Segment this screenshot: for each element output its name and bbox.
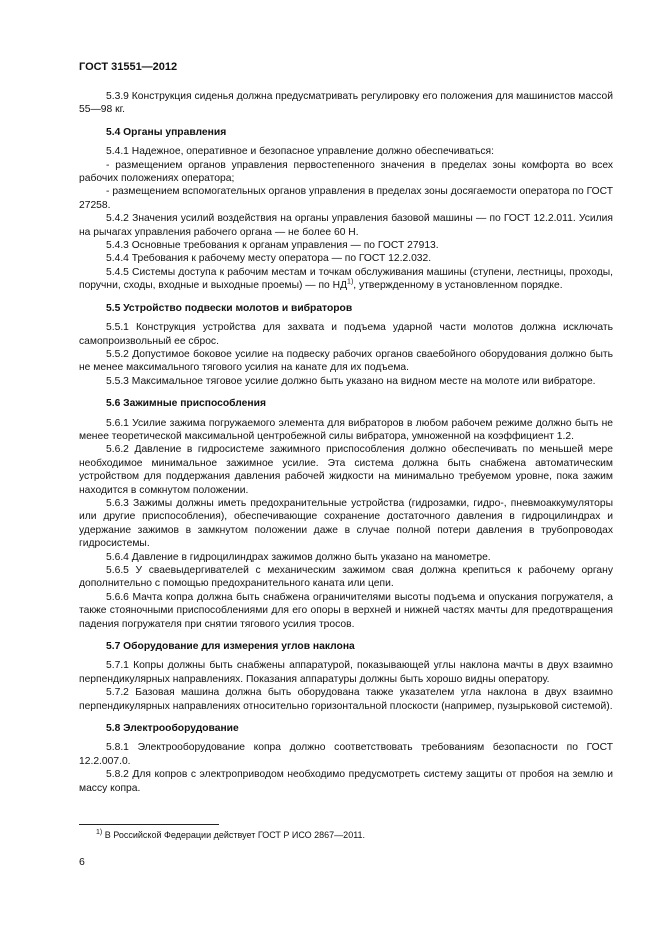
clause-5-7-1: 5.7.1 Копры должны быть снабжены аппаратурой, показывающей углы наклона мачты в двух взаимно перпендикулярных направлениях. Показания аппаратуры должны быть хорошо видны оператору.	[79, 660, 613, 685]
document-body	[79, 90, 613, 795]
section-5-6-title: 5.6 Зажимные приспособления	[106, 398, 266, 410]
section-5-8-title: 5.8 Электрооборудование	[106, 723, 239, 735]
footnote-mark: 1)	[96, 829, 103, 836]
clause-5-4-5-text: 5.4.5 Системы доступа к рабочим местам и точкам обслуживания машины (ступени, лестницы, проходы, поручни, сходы, входные и выходные проемы) — по НД	[79, 266, 613, 292]
clause-5-4-2: 5.4.2 Значения усилий воздействия на органы управления базовой машины — по ГОСТ 12.2.011. Усилия на рычагах управления рабочего органа — не более 60 Н.	[79, 213, 613, 238]
clause-5-4-4: 5.4.4 Требования к рабочему месту оператора — по ГОСТ 12.2.032.	[106, 253, 432, 265]
clause-5-6-5: 5.6.5 У сваевыдергивателей с механическим зажимом свая должна крепиться к рабочему органу дополнительно с помощью предохранительного каната или цепи.	[79, 565, 613, 590]
footnote-divider	[79, 824, 219, 825]
section-5-7-title: 5.7 Оборудование для измерения углов наклона	[106, 641, 355, 653]
clause-5-6-1: 5.6.1 Усилие зажима погружаемого элемента для вибраторов в любом рабочем режиме должно быть не менее теоретической максимальной центробежной силы вибратора, умноженной на коэффициент 1.2.	[79, 417, 613, 442]
clause-5-4-1-item-2: - размещением вспомогательных органов управления в пределах зоны досягаемости оператора по ГОСТ 27258.	[79, 186, 613, 211]
clause-5-4-1: 5.4.1 Надежное, оперативное и безопасное управление должно обеспечиваться:	[106, 146, 494, 158]
clause-5-8-1: 5.8.1 Электрооборудование копра должно соответствовать требованиям безопасности по ГОСТ 12.2.007.0.	[79, 742, 613, 767]
clause-5-6-6: 5.6.6 Мачта копра должна быть снабжена ограничителями высоты подъема и опускания погружателя, а также стояночными приспособлениями для его опоры в верхней и нижней частях мачты для предотвращения падения погружателя при снятии тягового усилия тросов.	[79, 591, 613, 630]
clause-5-4-5-text-end: , утвержденному в установленном порядке.	[353, 280, 563, 292]
page-number: 6	[79, 856, 85, 868]
clause-5-3-9: 5.3.9 Конструкция сиденья должна предусматривать регулировку его положения для машинистов массой 55—98 кг.	[79, 91, 613, 116]
clause-5-6-2: 5.6.2 Давление в гидросистеме зажимного приспособления должно обеспечивать по меньшей мере необходимое минимальное зажимное усилие. Эта система должна быть снабжена автоматическим устройством для поддержания давления рабочей жидкости на минимально требуемом уровне, пока зажим находится в сомкнутом положении.	[79, 444, 613, 496]
clause-5-5-1: 5.5.1 Конструкция устройства для захвата и подъема ударной части молотов должна исключать самопроизвольный ее сброс.	[79, 322, 613, 347]
clause-5-5-3: 5.5.3 Максимальное тяговое усилие должно быть указано на видном месте на молоте или вибраторе.	[106, 375, 596, 387]
footnote-text: В Российской Федерации действует ГОСТ Р ИСО 2867—2011.	[102, 830, 366, 840]
clause-5-5-2: 5.5.2 Допустимое боковое усилие на подвеску рабочих органов сваебойного оборудования должно быть не менее максимального тягового усилия на канате для их подъема.	[79, 348, 613, 374]
clause-5-6-3: 5.6.3 Зажимы должны иметь предохранительные устройства (гидрозамки, гидро-, пневмоаккумуляторы или другие приспособления), обеспечивающие сохранение достаточного давления в гидроцилиндрах и удержание зажимов в замкнутом положении даже в случае полной потери давления в трубопроводах гидросистемы.	[79, 497, 613, 550]
clause-5-4-1-item-1: - размещением органов управления первостепенного значения в пределах зоны комфорта во всех рабочих положениях оператора;	[79, 159, 613, 185]
section-5-4-title: 5.4 Органы управления	[106, 126, 227, 138]
section-5-5-title: 5.5 Устройство подвески молотов и вибраторов	[106, 302, 353, 314]
clause-5-4-3: 5.4.3 Основные требования к органам управления — по ГОСТ 27913.	[106, 240, 439, 252]
clause-5-7-2: 5.7.2 Базовая машина должна быть оборудована также указателем угла наклона в двух взаимно перпендикулярных направлениях относительно горизонтальной плоскости (например, пузырьковой системой).	[79, 687, 613, 712]
footnote-ref: 1)	[347, 278, 354, 286]
clause-5-6-4: 5.6.4 Давление в гидроцилиндрах зажимов должно быть указано на манометре.	[106, 551, 491, 563]
clause-5-4-5	[79, 266, 613, 293]
footnote	[96, 829, 596, 841]
document-header: ГОСТ 31551—2012	[79, 61, 178, 73]
clause-5-8-2: 5.8.2 Для копров с электроприводом необходимо предусмотреть систему защиты от пробоя на землю и массу копра.	[79, 769, 613, 794]
